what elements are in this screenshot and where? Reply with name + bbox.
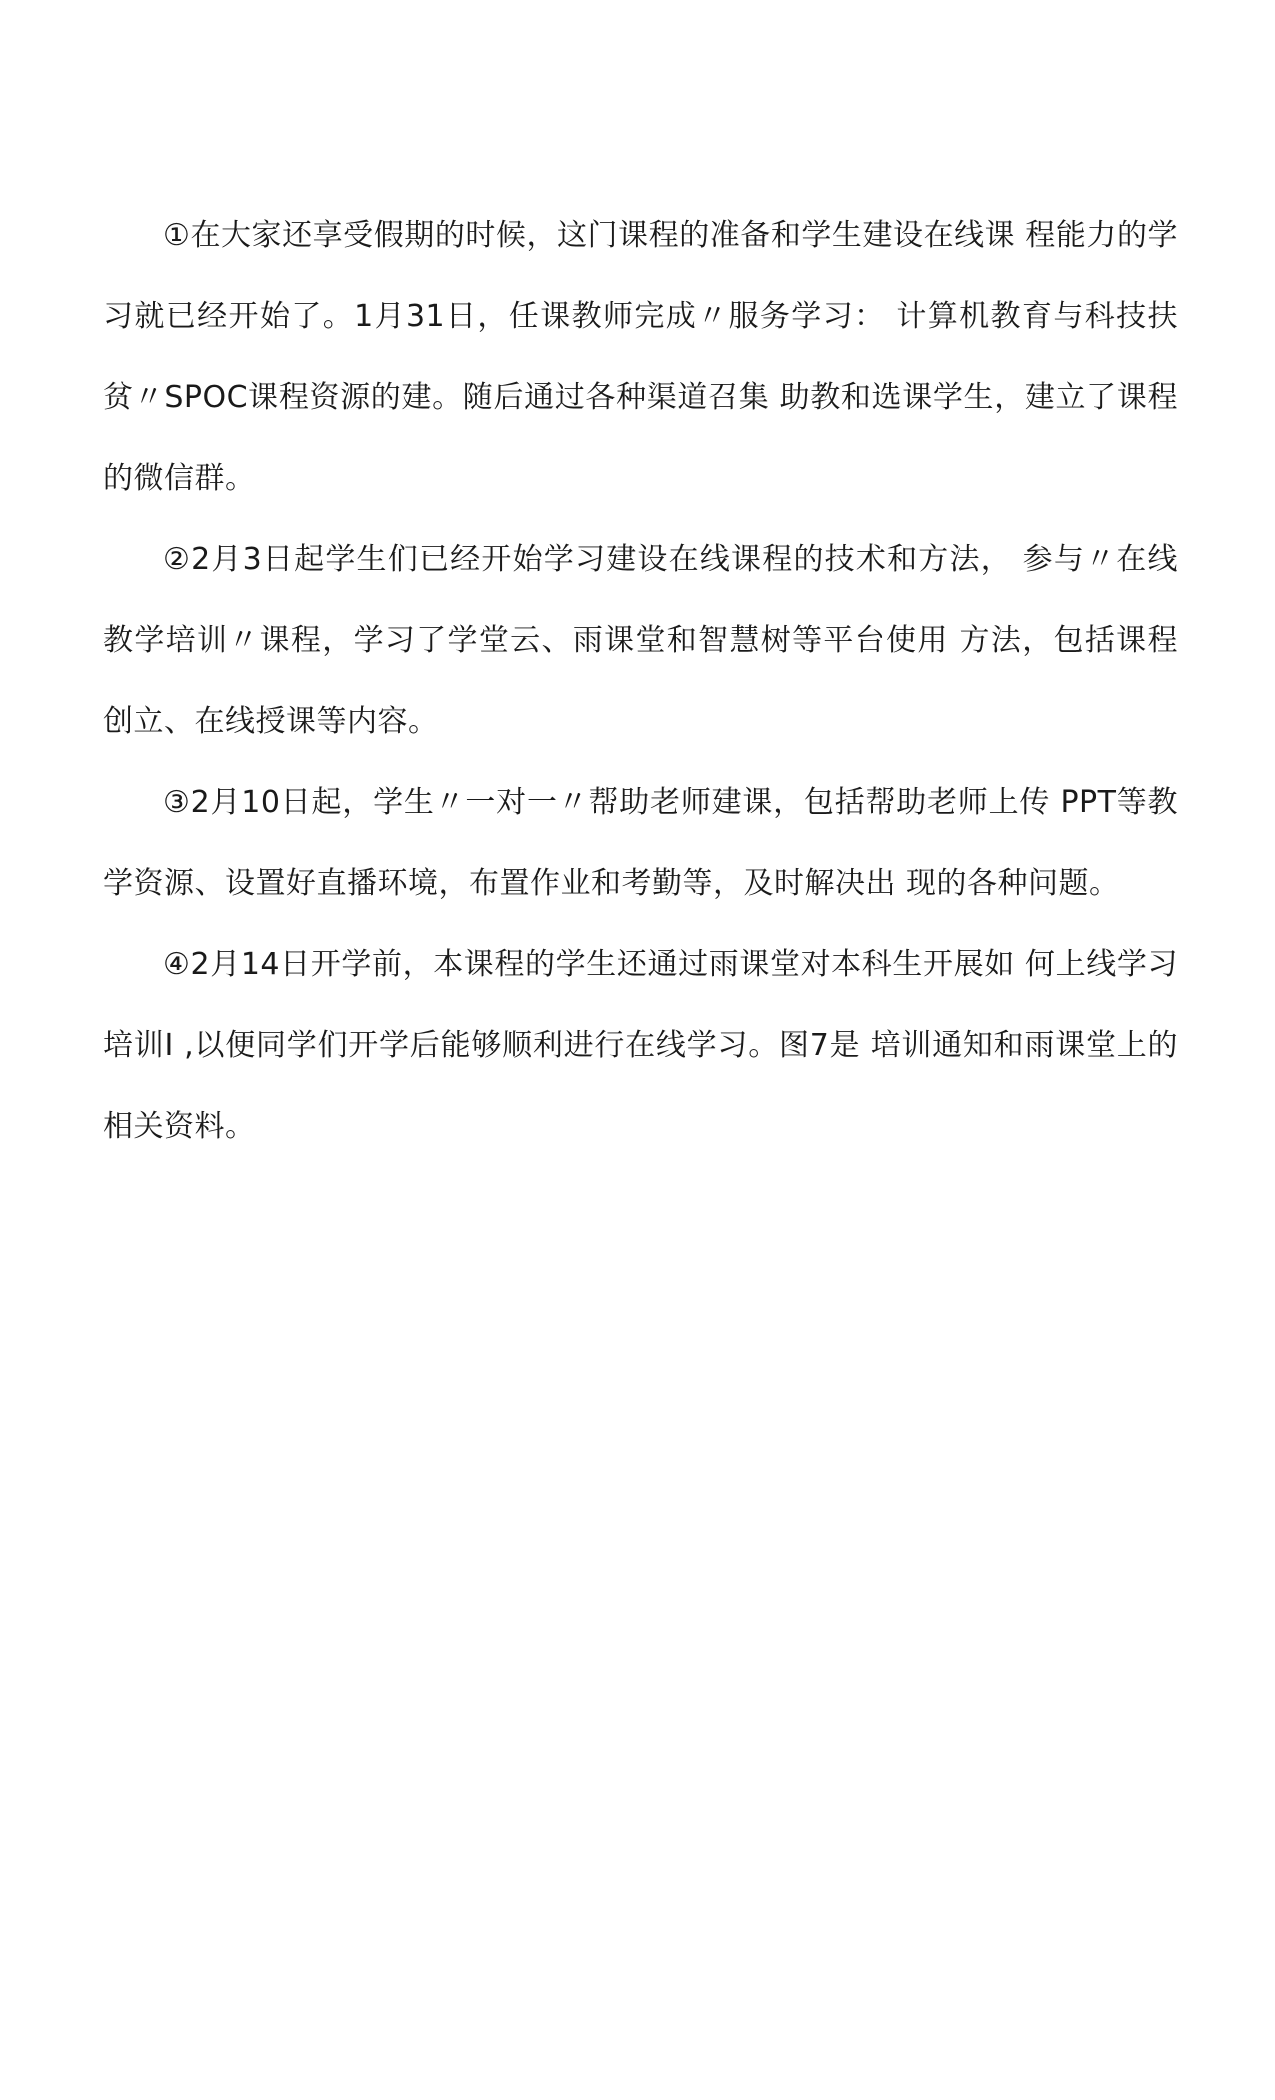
document-body (103, 195, 1178, 1167)
paragraph-3: ③2月10日起，学生〃一对一〃帮助老师建课，包括帮助老师上传 PPT等教学资源、设置好直播环境，布置作业和考勤等，及时解决出 现的各种问题。 (103, 785, 1178, 901)
paragraph-1: ①在大家还享受假期的时候，这门课程的准备和学生建设在线课 程能力的学习就已经开始了。1月31日，任课教师完成〃服务学习： 计算机教育与科技扶贫〃SPOC课程资源的建。随后通过各种渠道召集 助教和选课学生，建立了课程的微信群。 (103, 218, 1178, 496)
paragraph-4: ④2月14日开学前，本课程的学生还通过雨课堂对本科生开展如 何上线学习培训I ,以便同学们开学后能够顺利进行在线学习。图7是 培训通知和雨课堂上的相关资料。 (103, 947, 1178, 1144)
paragraph-2: ②2月3日起学生们已经开始学习建设在线课程的技术和方法， 参与〃在线教学培训〃课程，学习了学堂云、雨课堂和智慧树等平台使用 方法，包括课程创立、在线授课等内容。 (103, 542, 1178, 739)
